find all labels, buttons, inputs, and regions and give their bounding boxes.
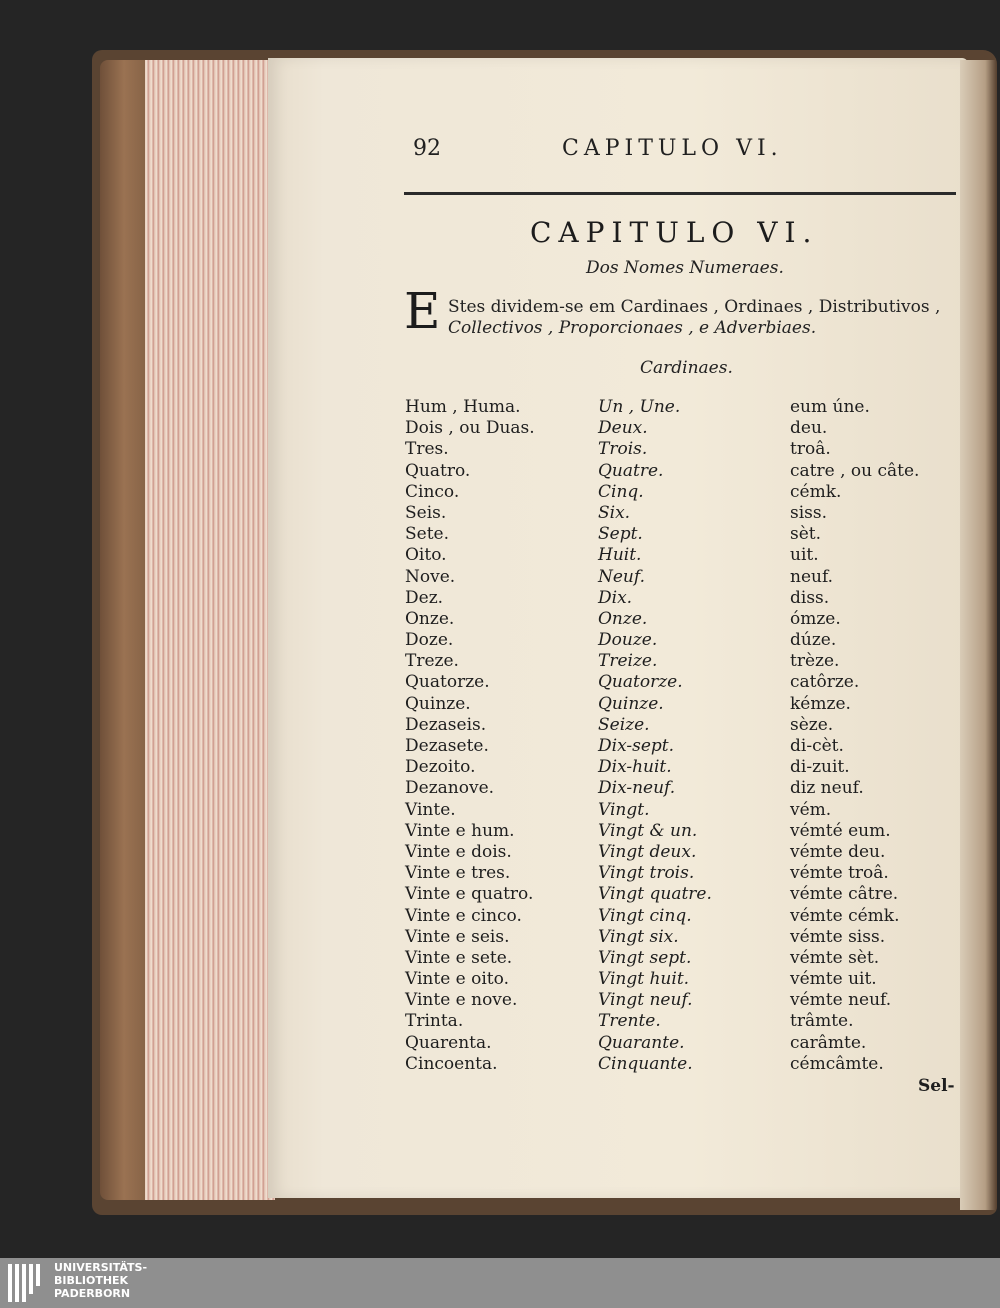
pronunciation: sèze. [790,714,834,735]
portuguese-word: Quatro. [405,460,471,481]
pronunciation: di-zuit. [790,757,850,778]
french-word: Cinq. [598,481,644,502]
numeral-row [0,842,1000,863]
french-word: Vingt cinq. [598,905,692,926]
french-word: Quarante. [598,1032,685,1053]
running-head [0,136,1000,176]
french-word: Vingt deux. [598,841,697,862]
numeral-row [0,715,1000,736]
french-word: Vingt trois. [598,863,695,884]
pronunciation: di-cèt. [790,736,844,756]
portuguese-word: Trinta. [405,1011,464,1032]
portuguese-word: Vinte e quatro. [405,884,534,905]
french-word: Dix. [598,587,633,608]
portuguese-word: Hum , Huma. [405,397,521,417]
portuguese-word: Dez. [405,587,444,608]
french-word: Trente. [598,1011,661,1032]
intro-line: Collectivos , Proporcionaes , e Adverbiaes. [448,318,817,338]
numeral-row [0,990,1000,1011]
french-word: Vingt. [598,799,650,820]
pronunciation: eum úne. [790,397,870,417]
portuguese-word: Vinte e dois. [405,841,512,862]
numeral-row [0,884,1000,905]
french-word: Dix-huit. [598,757,672,778]
pronunciation: carâmte. [790,1032,867,1053]
portuguese-word: Vinte e cinco. [405,905,522,926]
portuguese-word: Cinco. [405,481,460,502]
portuguese-word: Quinze. [405,693,471,714]
portuguese-word: Quarenta. [405,1032,492,1053]
french-word: Neuf. [598,566,645,587]
pronunciation: vémte neuf. [790,990,892,1011]
pronunciation: sèt. [790,524,822,545]
pronunciation: cémk. [790,481,842,502]
french-word: Vingt & un. [598,820,698,841]
numeral-row [0,588,1000,609]
pronunciation: vémte câtre. [790,884,899,905]
pronunciation: vémte deu. [790,841,886,862]
numerals-table [0,397,1000,1075]
pronunciation: diss. [790,587,830,608]
pronunciation: cémcâmte. [790,1053,884,1074]
pronunciation: neuf. [790,566,834,587]
portuguese-word: Onze. [405,608,455,629]
portuguese-word: Vinte e nove. [405,990,518,1011]
french-word: Quatre. [598,460,664,481]
numeral-row [0,461,1000,482]
numeral-row [0,503,1000,524]
portuguese-word: Nove. [405,566,456,587]
header-rule [404,192,956,195]
french-word: Treize. [598,651,658,672]
portuguese-word: Dezaseis. [405,714,487,735]
pronunciation: vémte siss. [790,926,886,947]
french-word: Douze. [598,630,658,651]
portuguese-word: Vinte e sete. [405,947,513,968]
numeral-row [0,609,1000,630]
portuguese-word: Vinte e tres. [405,863,511,884]
numeral-row [0,630,1000,651]
portuguese-word: Tres. [405,439,449,460]
french-word: Un , Une. [598,397,681,417]
portuguese-word: Sete. [405,524,450,545]
portuguese-word: Vinte e oito. [405,969,509,990]
portuguese-word: Dezasete. [405,736,489,756]
pronunciation: vém. [790,799,832,820]
chapter-subtitle: Dos Nomes Numeraes. [586,258,784,278]
section-label: Cardinaes. [640,358,733,378]
pronunciation: diz neuf. [790,778,864,799]
portuguese-word: Quatorze. [405,672,490,693]
pronunciation: vémté eum. [790,820,891,841]
numeral-row [0,1011,1000,1032]
pronunciation: catôrze. [790,672,860,693]
numeral-row [0,524,1000,545]
numeral-row [0,482,1000,503]
portuguese-word: Dezoito. [405,757,476,778]
french-word: Quatorze. [598,672,683,693]
french-word: Six. [598,502,631,523]
french-word: Vingt sept. [598,947,692,968]
french-word: Huit. [598,545,642,566]
portuguese-word: Doze. [405,630,454,651]
numeral-row [0,863,1000,884]
running-title: CAPITULO VI. [562,136,783,161]
pronunciation: dúze. [790,630,837,651]
french-word: Cinquante. [598,1053,693,1074]
numeral-row [0,906,1000,927]
page-number: 92 [413,136,441,161]
catchword: Sel- [918,1076,955,1096]
numeral-row [0,927,1000,948]
numeral-row [0,969,1000,990]
french-word: Deux. [598,418,648,439]
french-word: Dix-sept. [598,736,675,756]
library-name-line: PADERBORN [54,1287,131,1300]
pronunciation: vémte sèt. [790,947,880,968]
french-word: Onze. [598,608,648,629]
numeral-row [0,545,1000,566]
pronunciation: vémte cémk. [790,905,900,926]
pronunciation: ómze. [790,608,841,629]
pronunciation: trâmte. [790,1011,854,1032]
numeral-row [0,778,1000,799]
portuguese-word: Seis. [405,502,447,523]
portuguese-word: Oito. [405,545,447,566]
french-word: Quinze. [598,693,664,714]
pronunciation: vémte troâ. [790,863,889,884]
numeral-row [0,672,1000,693]
library-name-line: BIBLIOTHEK [54,1274,129,1287]
portuguese-word: Cincoenta. [405,1053,498,1074]
french-word: Vingt neuf. [598,990,693,1011]
numeral-row [0,757,1000,778]
french-word: Vingt six. [598,926,679,947]
chapter-heading: CAPITULO VI. [530,216,819,249]
library-name [54,1261,147,1300]
numeral-row [0,1054,1000,1075]
portuguese-word: Vinte. [405,799,456,820]
portuguese-word: Dezanove. [405,778,495,799]
pronunciation: troâ. [790,439,831,460]
french-word: Trois. [598,439,648,460]
french-word: Vingt quatre. [598,884,712,905]
portuguese-word: Vinte e seis. [405,926,510,947]
pronunciation: siss. [790,502,828,523]
portuguese-word: Dois , ou Duas. [405,418,535,439]
french-word: Seize. [598,714,650,735]
portuguese-word: Vinte e hum. [405,820,515,841]
drop-cap: E [404,282,441,340]
pronunciation: uit. [790,545,819,566]
portuguese-word: Treze. [405,651,459,672]
intro-line: Stes dividem-se em Cardinaes , Ordinaes , Distributivos , [448,297,941,317]
pronunciation: trèze. [790,651,840,672]
numeral-row [0,439,1000,460]
french-word: Dix-neuf. [598,778,676,799]
numeral-row [0,948,1000,969]
library-footer [0,1258,1000,1308]
pronunciation: vémte uit. [790,969,877,990]
numeral-row [0,567,1000,588]
pronunciation: kémze. [790,693,851,714]
pronunciation: catre , ou câte. [790,460,920,481]
library-name-line: UNIVERSITÄTS- [54,1261,148,1274]
numeral-row [0,418,1000,439]
pronunciation: deu. [790,418,828,439]
french-word: Vingt huit. [598,969,690,990]
numeral-row [0,651,1000,672]
numeral-row [0,821,1000,842]
library-logo-icon [6,1260,46,1306]
numeral-row [0,397,1000,418]
numeral-row [0,694,1000,715]
numeral-row [0,1033,1000,1054]
numeral-row [0,736,1000,757]
numeral-row [0,800,1000,821]
french-word: Sept. [598,524,643,545]
